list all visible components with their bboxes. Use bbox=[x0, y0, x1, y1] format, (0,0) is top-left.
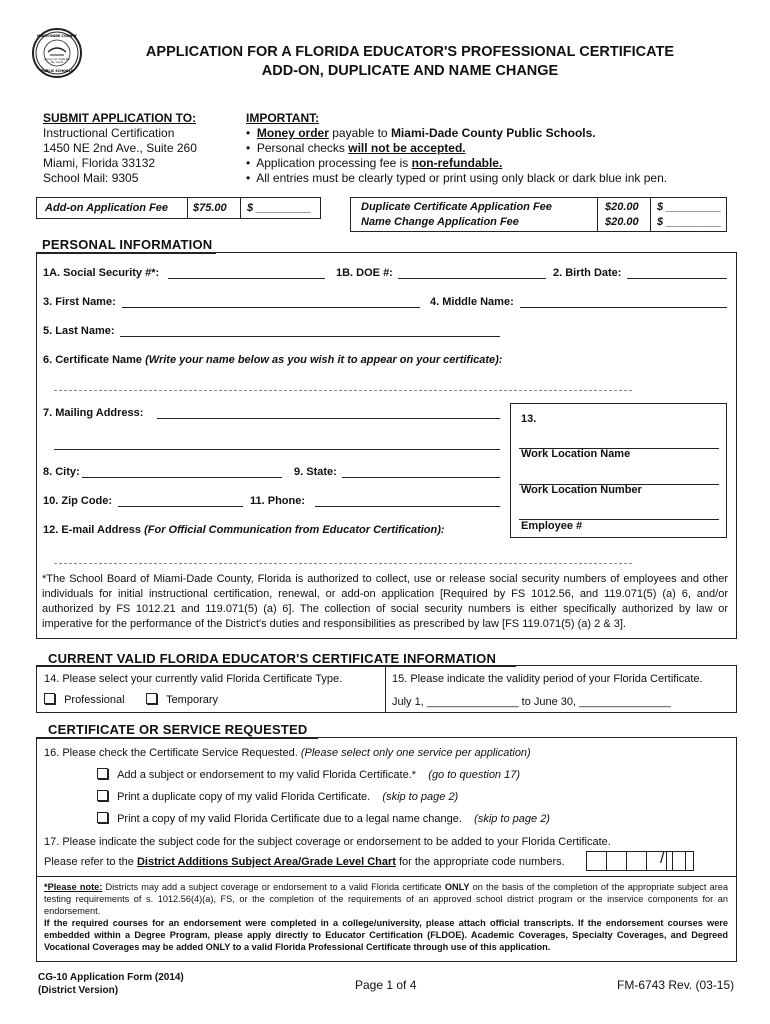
work-location-number-label: Work Location Number bbox=[521, 484, 642, 496]
service-option-duplicate[interactable]: Print a duplicate copy of my valid Florida Certificate. (skip to page 2) bbox=[97, 790, 458, 805]
add-endorsement-checkbox[interactable] bbox=[97, 768, 108, 779]
addon-fee-input[interactable]: $ _________ bbox=[247, 202, 312, 214]
zip-label: 10. Zip Code: bbox=[43, 495, 113, 507]
important-bullet-3: • Application processing fee is non-refundable. bbox=[246, 156, 503, 170]
middle-name-label: 4. Middle Name: bbox=[430, 296, 514, 308]
professional-checkbox[interactable] bbox=[44, 693, 55, 704]
important-bullet-1: • Money order payable to Miami-Dade County Public Schools. bbox=[246, 126, 596, 140]
slash-separator: / bbox=[660, 850, 665, 867]
form-id bbox=[38, 971, 184, 997]
duplicate-copy-checkbox[interactable] bbox=[97, 790, 108, 801]
district-seal-icon bbox=[34, 30, 80, 76]
submit-line: School Mail: 9305 bbox=[43, 171, 139, 185]
svg-text:giving our students: giving our students bbox=[44, 58, 70, 61]
state-label: 9. State: bbox=[294, 466, 337, 478]
addon-fee-amount: $75.00 bbox=[193, 202, 227, 214]
name-change-fee-input[interactable]: $ _________ bbox=[657, 216, 722, 228]
important-heading: IMPORTANT: bbox=[246, 111, 320, 125]
dup-fee-input[interactable]: $ _________ bbox=[657, 201, 722, 213]
important-bullet-4: • All entries must be clearly typed or print using only black or dark blue ink pen. bbox=[246, 171, 668, 185]
professional-option[interactable]: Professional bbox=[44, 693, 125, 708]
submit-line: Instructional Certification bbox=[43, 126, 175, 140]
form-revision: FM-6743 Rev. (03-15) bbox=[617, 978, 735, 992]
validity-period-input[interactable]: July 1, _______________ to June 30, _______________ bbox=[392, 696, 671, 708]
dup-fee-label: Duplicate Certificate Application Fee bbox=[361, 201, 552, 213]
subject-code-extra-box[interactable] bbox=[672, 851, 694, 871]
certificate-name-input[interactable] bbox=[54, 389, 632, 391]
svg-text:the world: the world bbox=[50, 61, 64, 64]
page-number: Page 1 of 4 bbox=[355, 978, 417, 992]
birth-date-input[interactable] bbox=[627, 266, 727, 279]
certificate-name-label: 6. Certificate Name (Write your name below as you wish it to appear on your certificate): bbox=[43, 354, 503, 366]
name-change-fee-amount: $20.00 bbox=[605, 216, 639, 228]
work-location-name-label: Work Location Name bbox=[521, 448, 631, 460]
zip-input[interactable] bbox=[118, 494, 243, 507]
doe-label: 1B. DOE #: bbox=[336, 267, 393, 279]
employee-number-input[interactable] bbox=[519, 507, 719, 520]
submit-address-block bbox=[43, 111, 243, 186]
personal-info-heading: PERSONAL INFORMATION bbox=[42, 237, 213, 252]
middle-name-input[interactable] bbox=[520, 295, 727, 308]
ssn-input[interactable] bbox=[168, 266, 325, 279]
ssn-label: 1A. Social Security #*: bbox=[43, 267, 160, 279]
addon-fee-table bbox=[36, 197, 321, 219]
endorsement-note: *Please note: Districts may add a subject coverage or endorsement to a valid Florida certificate ONLY on the basis of the completion of the appropriate subject area testing requirements of s. 1012.56(4)(a), FS, or the completion of the requirements of an approved school district program or the inservice components for an endorsement. If the required courses for an endorsement were completed in a college/university, please attach official transcripts. If the endorsement courses were embedded within a Degree Program, please apply directly to Educator Certification (FLDOE). Academic Coverages, Specialty Coverages, and Degreed Vocational Coverages may be added ONLY to a valid Florida Professional Certificate through use of this application. bbox=[44, 882, 728, 952]
employee-number-label: Employee # bbox=[521, 520, 583, 532]
svg-text:MIAMI-DADE COUNTY: MIAMI-DADE COUNTY bbox=[37, 34, 77, 38]
temporary-option[interactable]: Temporary bbox=[146, 693, 218, 708]
mailing-address-label: 7. Mailing Address: bbox=[43, 407, 144, 419]
email-input[interactable] bbox=[54, 562, 632, 564]
service-option-name-change[interactable]: Print a copy of my valid Florida Certificate due to a legal name change. (skip to page 2) bbox=[97, 812, 550, 827]
question-17: 17. Please indicate the subject code for the subject coverage or endorsement to be added to your Florida Certificate. bbox=[44, 836, 611, 848]
city-label: 8. City: bbox=[43, 466, 80, 478]
endorsement-note-bold: If the required courses for an endorsement were completed in a college/university, please attach official transcripts. If the endorsement courses were embedded within a Degree Program, please apply directly to Educator Certification (FLDOE). Academic Coverages, Specialty Coverages, and Degreed Vocational Coverages may be added ONLY to a valid Florida Professional Certificate through use of this application. bbox=[44, 918, 728, 952]
district-logo bbox=[32, 28, 82, 78]
question-16: 16. Please check the Certificate Service Requested. (Please select only one service per application) bbox=[44, 747, 531, 759]
addon-fee-label: Add-on Application Fee bbox=[45, 202, 169, 214]
submit-line: 1450 NE 2nd Ave., Suite 260 bbox=[43, 141, 197, 155]
svg-text:PUBLIC SCHOOLS: PUBLIC SCHOOLS bbox=[40, 69, 74, 73]
subject-chart-link[interactable]: District Additions Subject Area/Grade Level Chart bbox=[136, 856, 396, 868]
dup-name-fee-table bbox=[350, 197, 727, 232]
work-location-box bbox=[510, 403, 727, 538]
form-id-line1: CG-10 Application Form (2014) bbox=[38, 972, 184, 983]
box-13-label: 13. bbox=[521, 413, 537, 425]
state-input[interactable] bbox=[342, 465, 500, 478]
question-15: 15. Please indicate the validity period of your Florida Certificate. bbox=[392, 673, 703, 685]
form-title-line1: APPLICATION FOR A FLORIDA EDUCATOR'S PROFESSIONAL CERTIFICATE bbox=[145, 44, 675, 60]
last-name-label: 5. Last Name: bbox=[43, 325, 115, 337]
email-label: 12. E-mail Address (For Official Communication from Educator Certification): bbox=[43, 524, 445, 536]
name-change-checkbox[interactable] bbox=[97, 812, 108, 823]
service-option-add[interactable]: Add a subject or endorsement to my valid Florida Certificate.* (go to question 17) bbox=[97, 768, 520, 783]
question-14: 14. Please select your currently valid Florida Certificate Type. bbox=[44, 673, 343, 685]
submit-heading: SUBMIT APPLICATION TO: bbox=[43, 111, 197, 125]
current-cert-heading: CURRENT VALID FLORIDA EDUCATOR'S CERTIFICATE INFORMATION bbox=[48, 651, 497, 666]
service-heading: CERTIFICATE OR SERVICE REQUESTED bbox=[48, 722, 308, 737]
first-name-label: 3. First Name: bbox=[43, 296, 116, 308]
dup-fee-amount: $20.00 bbox=[605, 201, 639, 213]
ssn-disclaimer: *The School Board of Miami-Dade County, Florida is authorized to collect, use or release social security numbers of employees and other individuals for initial instructional certification, renewal, or add-on application [Required by FS 1012.56, and 119.071(5) (a) 6, and/or authorized by FS 1012.21 and 119.071(5) (a) 6]. The collection of social security numbers is either specifically authorized by law or imperative for the performance of the District's duties and responsibilities as prescribed by law [FS 119.071(5) (a) 2 & 3]. bbox=[42, 573, 728, 630]
temporary-checkbox[interactable] bbox=[146, 693, 157, 704]
form-id-line2: (District Version) bbox=[38, 985, 119, 996]
submit-line: Miami, Florida 33132 bbox=[43, 156, 156, 170]
mailing-address-input-2[interactable] bbox=[54, 437, 500, 450]
doe-input[interactable] bbox=[398, 266, 546, 279]
phone-label: 11. Phone: bbox=[250, 495, 306, 507]
name-change-fee-label: Name Change Application Fee bbox=[361, 216, 519, 228]
phone-input[interactable] bbox=[315, 494, 500, 507]
important-block bbox=[246, 111, 746, 186]
subject-chart-reference: Please refer to the District Additions Subject Area/Grade Level Chart for the appropriate code numbers. bbox=[44, 856, 565, 868]
last-name-input[interactable] bbox=[120, 324, 500, 337]
form-title-line2: ADD-ON, DUPLICATE AND NAME CHANGE bbox=[261, 63, 559, 79]
city-input[interactable] bbox=[82, 465, 282, 478]
birth-date-label: 2. Birth Date: bbox=[553, 267, 622, 279]
first-name-input[interactable] bbox=[122, 295, 420, 308]
mailing-address-input-1[interactable] bbox=[157, 406, 500, 419]
important-bullet-2: • Personal checks will not be accepted. bbox=[246, 141, 466, 155]
